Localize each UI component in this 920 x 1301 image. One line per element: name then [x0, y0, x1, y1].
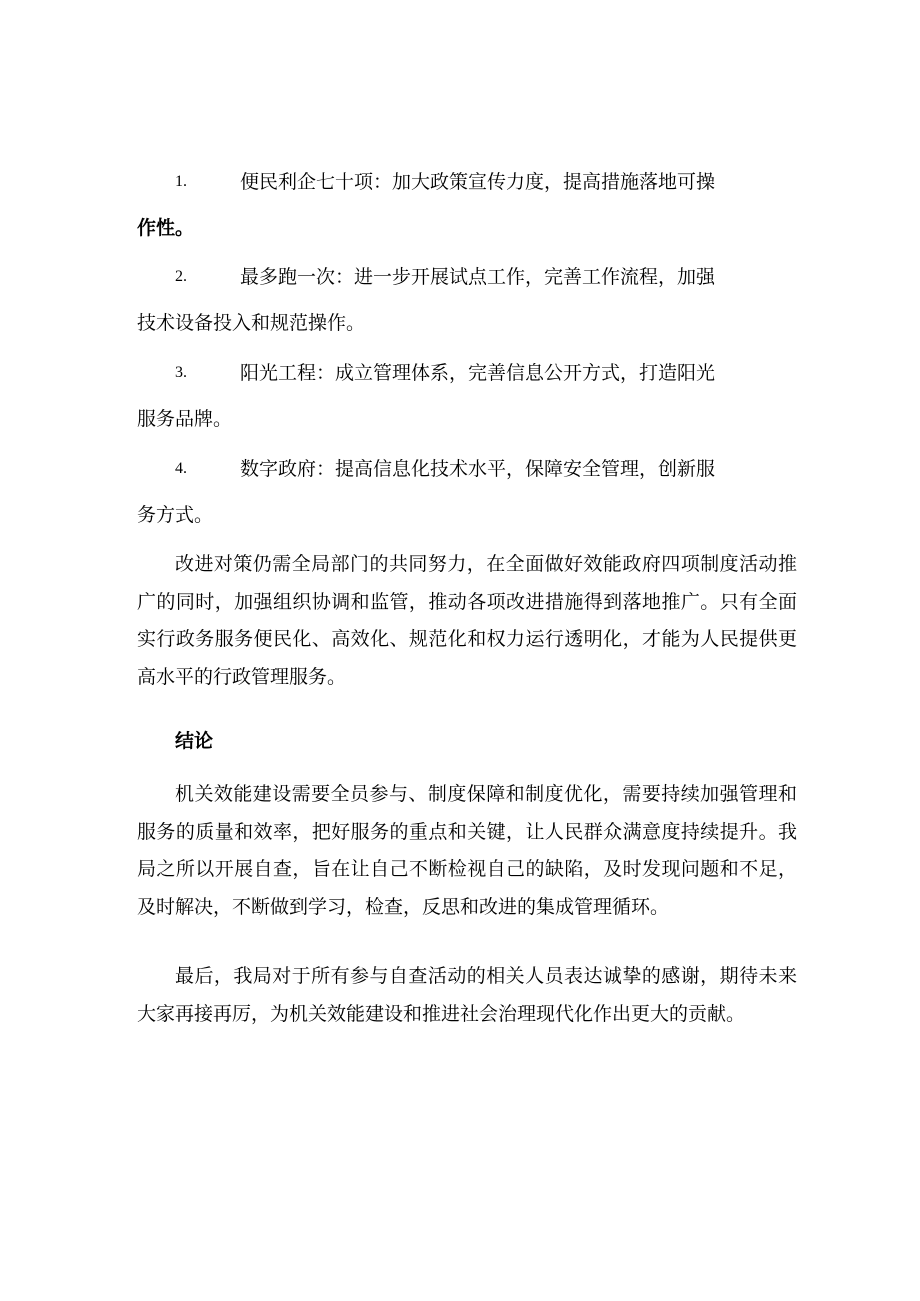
- list-item-continuation: 作性。: [137, 217, 195, 239]
- paragraph-improvement: 改进对策仍需全局部门的共同努力，在全面做好效能政府四项制度活动推广的同时，加强组织协调和监管，推动各项改进措施得到落地推广。只有全面实行政务服务便民化、高效化、规范化和权力运行透明化，才能为人民提供更高水平的行政管理服务。: [137, 553, 797, 688]
- list-item-4: [137, 446, 777, 538]
- list-item-number: 2.: [175, 268, 187, 285]
- list-item-text: 阳光工程：成立管理体系，完善信息公开方式，打造阳光: [240, 362, 716, 384]
- list-item-continuation: 服务品牌。: [137, 408, 233, 430]
- list-item-text: 数字政府：提高信息化技术水平，保障安全管理，创新服: [240, 458, 716, 480]
- list-item-number: 3.: [175, 364, 187, 381]
- list-item-text: 最多跑一次：进一步开展试点工作，完善工作流程，加强: [240, 266, 716, 288]
- list-item-number: 1.: [175, 173, 187, 190]
- list-item-continuation: 务方式。: [137, 504, 214, 526]
- conclusion-heading: 结论: [175, 730, 214, 752]
- list-item-number: 4.: [175, 460, 187, 477]
- list-item-text: 便民利企七十项：加大政策宣传力度，提高措施落地可操: [240, 171, 716, 193]
- paragraph-thanks: 最后，我局对于所有参与自查活动的相关人员表达诚挚的感谢，期待未来大家再接再厉，为机关效能建设和推进社会治理现代化作出更大的贡献。: [137, 965, 797, 1025]
- list-item-continuation: 技术设备投入和规范操作。: [137, 312, 366, 334]
- list-item-2: [137, 254, 777, 346]
- list-item-3: [137, 350, 777, 442]
- list-item-1: [137, 159, 777, 251]
- paragraph-conclusion: 机关效能建设需要全员参与、制度保障和制度优化，需要持续加强管理和服务的质量和效率，把好服务的重点和关键，让人民群众满意度持续提升。我局之所以开展自查，旨在让自己不断检视自己的缺陷，及时发现问题和不足，及时解决，不断做到学习，检查，反思和改进的集成管理循环。: [137, 783, 797, 918]
